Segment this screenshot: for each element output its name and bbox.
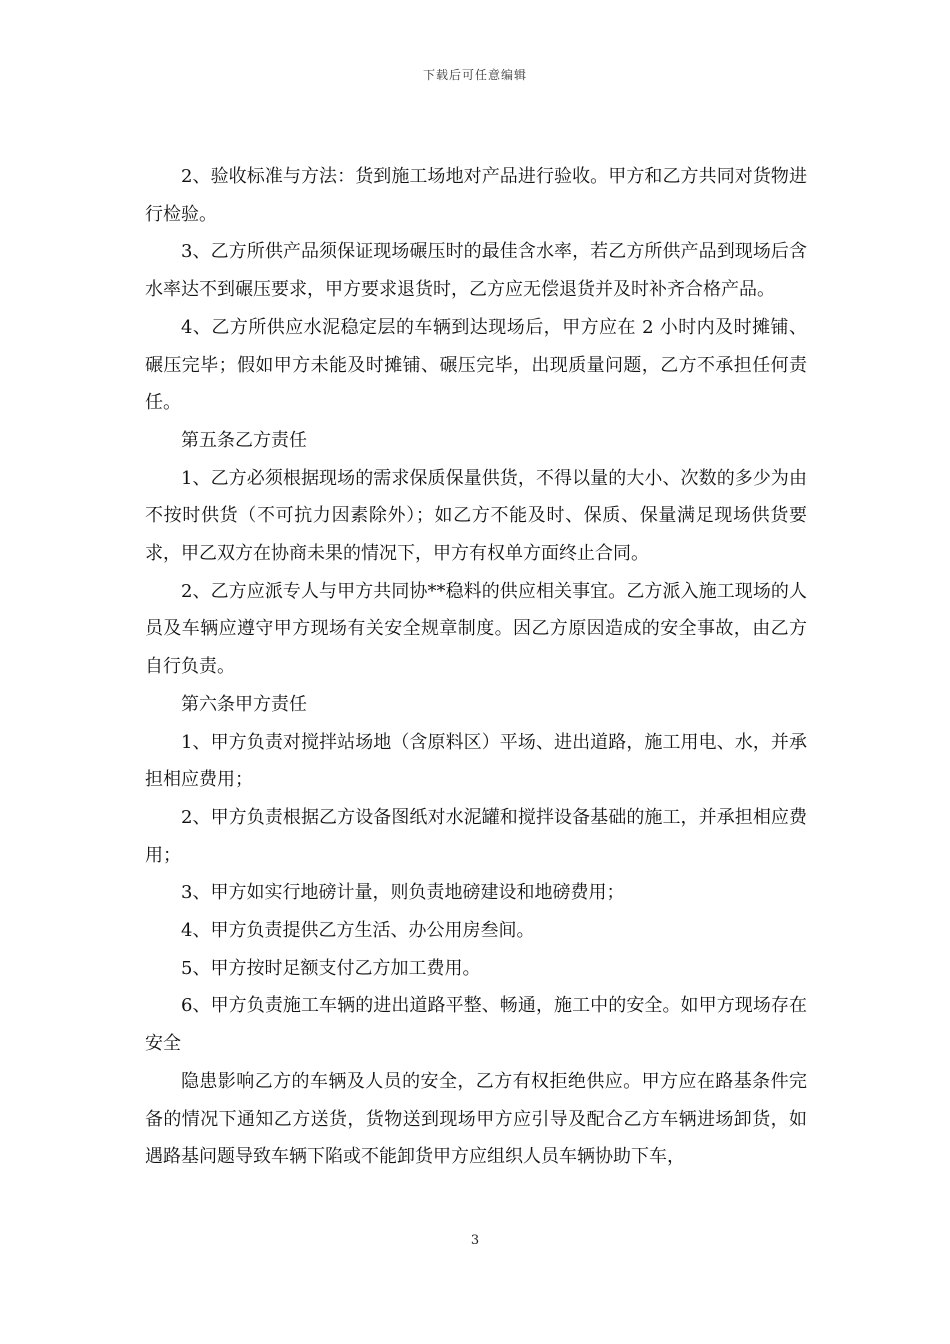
paragraph-coordination-safety: 2、乙方应派专人与甲方共同协**稳料的供应相关事宜。乙方派入施工现场的人员及车辆应遵守甲方现场有关安全规章制度。因乙方原因造成的安全事故，由乙方自行负责。 <box>145 580 807 678</box>
paragraph-paving-time: 4、乙方所供应水泥稳定层的车辆到达现场后，甲方应在 2 小时内及时摊铺、碾压完毕；假如甲方未能及时摊铺、碾压完毕，出现质量问题，乙方不承担任何责任。 <box>145 316 807 414</box>
page-number: 3 <box>470 1233 480 1248</box>
section-heading-article-6: 第六条甲方责任 <box>181 693 307 715</box>
paragraph-road-safety: 6、甲方负责施工车辆的进出道路平整、畅通，施工中的安全。如甲方现场存在安全 <box>145 995 807 1055</box>
paragraph-site-preparation: 1、甲方负责对搅拌站场地（含原料区）平场、进出道路，施工用电、水，并承担相应费用； <box>145 731 807 791</box>
paragraph-acceptance-standard: 2、验收标准与方法：货到施工场地对产品进行验收。甲方和乙方共同对货物进行检验。 <box>145 166 807 225</box>
paragraph-housing: 4、甲方负责提供乙方生活、办公用房叁间。 <box>181 920 535 942</box>
section-heading-article-5: 第五条乙方责任 <box>181 429 307 451</box>
document-body <box>145 158 807 1176</box>
paragraph-weighbridge: 3、甲方如实行地磅计量，则负责地磅建设和地磅费用； <box>181 882 625 904</box>
paragraph-supply-guarantee: 1、乙方必须根据现场的需求保质保量供货，不得以量的大小、次数的多少为由不按时供货（不可抗力因素除外）；如乙方不能及时、保质、保量满足现场供货要求，甲乙双方在协商未果的情况下，甲方有权单方面终止合同。 <box>145 467 807 565</box>
paragraph-payment: 5、甲方按时足额支付乙方加工费用。 <box>181 957 481 979</box>
paragraph-hazard-unloading: 隐患影响乙方的车辆及人员的安全，乙方有权拒绝供应。甲方应在路基条件完备的情况下通知乙方送货，货物送到现场甲方应引导及配合乙方车辆进场卸货，如遇路基问题导致车辆下陷或不能卸货甲方应组织人员车辆协助下车， <box>145 1070 807 1168</box>
page-header: 下载后可任意编辑 <box>422 68 527 82</box>
paragraph-equipment-foundation: 2、甲方负责根据乙方设备图纸对水泥罐和搅拌设备基础的施工，并承担相应费用； <box>145 806 807 866</box>
paragraph-moisture-content: 3、乙方所供产品须保证现场碾压时的最佳含水率，若乙方所供产品到现场后含水率达不到碾压要求，甲方要求退货时，乙方应无偿退货并及时补齐合格产品。 <box>145 241 807 301</box>
